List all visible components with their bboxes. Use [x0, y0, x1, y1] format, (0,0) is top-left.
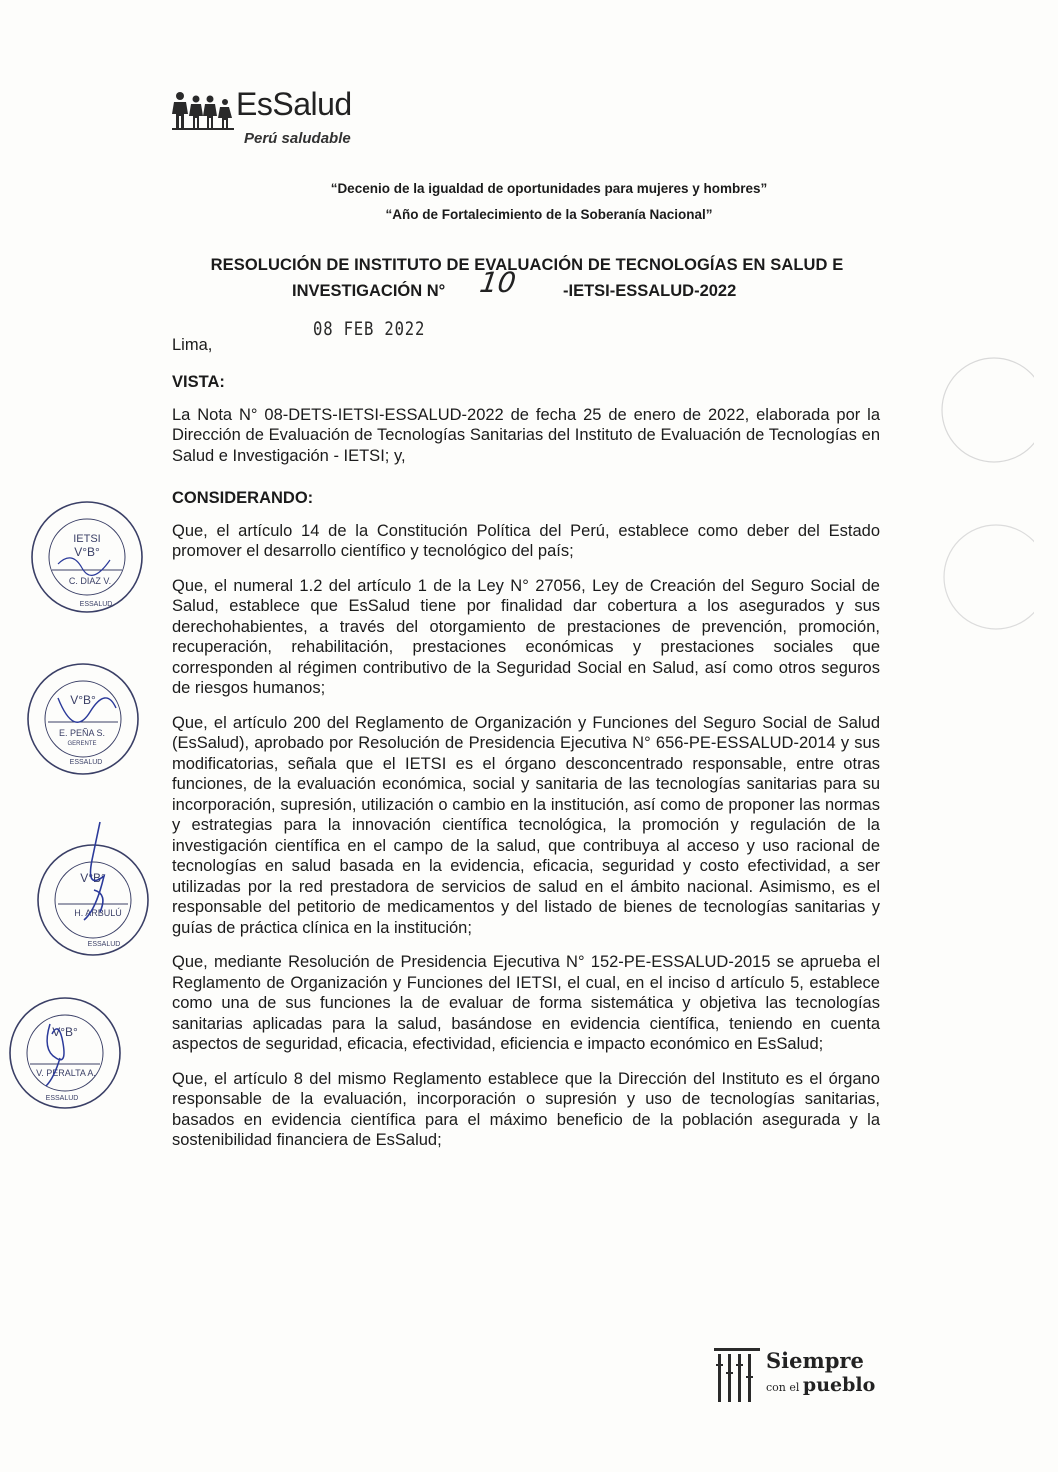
stamp-vb-text: V°B° — [52, 1025, 78, 1039]
faint-stamp-impression — [924, 350, 1034, 480]
vista-heading: VISTA: — [172, 373, 225, 391]
faint-stamp-impression — [924, 515, 1034, 645]
approval-stamp-2 — [24, 660, 142, 778]
essalud-logo — [172, 88, 412, 152]
stamp-bottom-text: ESSALUD — [79, 601, 113, 608]
date-stamp: 08 FEB 2022 — [313, 318, 426, 340]
document-body — [172, 372, 880, 1165]
slogan-line-1: Siempre — [766, 1348, 864, 1373]
slogan-line-2 — [766, 1374, 875, 1396]
considerando-paragraph: Que, el numeral 1.2 del artículo 1 de la Ley N° 27056, Ley de Creación del Seguro Social de Salud, establece que EsSalud tiene por finalidad dar cobertura a los asegurados y sus derechohabientes, a través del otorgamiento de prestaciones de prevención, promoción, recuperación, rehabilitación, prestaciones económicas y prestaciones sociales que corresponden al régimen contributivo de la Seguridad Social en Salud, así como otros seguros de riesgos humanos; — [172, 576, 880, 697]
family-figures-icon — [172, 90, 234, 130]
stamp-bottom-text: ESSALUD — [69, 759, 103, 766]
considerando-paragraph: Que, el artículo 14 de la Constitución Política del Perú, establece como deber del Estado promover el desarrollo científico y tecnológico del país; — [172, 521, 880, 560]
motto-1: “Decenio de la igualdad de oportunidades para mujeres y hombres” — [330, 181, 768, 196]
brand-tagline: Perú saludable — [244, 130, 351, 147]
brand-name: EsSalud — [236, 86, 352, 122]
footer-slogan — [712, 1342, 882, 1406]
stamp-bottom-text: ESSALUD — [87, 941, 121, 948]
motto-2: “Año de Fortalecimiento de la Soberanía Nacional” — [385, 207, 713, 222]
pillars-icon — [712, 1342, 762, 1406]
stamp-name-text: C. DIAZ V. — [68, 576, 112, 586]
stamp-role-text: GERENTE — [67, 741, 97, 747]
stamp-top-text: IETSI — [73, 533, 101, 545]
considerando-heading: CONSIDERANDO: — [172, 489, 314, 507]
stamp-vb-text: V°B° — [70, 693, 96, 707]
stamp-vb-text: V°B° — [74, 545, 100, 559]
approval-stamp-4 — [6, 994, 124, 1112]
considerando-paragraph: Que, mediante Resolución de Presidencia Ejecutiva N° 152-PE-ESSALUD-2015 se aprueba el Reglamento de Organización y Funciones del IETSI, el cual, en el inciso d artículo 5, establece como una de sus funciones la de evaluar de forma sistemática y objetiva las tecnologías sanitarias aplicadas para la salud, basándose en evidencia científica, teniendo en cuenta aspectos de seguridad, eficacia, efectividad, eficiencia e impacto económico en EsSalud; — [172, 953, 880, 1053]
considerando-paragraph: Que, el artículo 200 del Reglamento de Organización y Funciones del Seguro Social de Salud (EsSalud), aprobado por Resolución de Presidencia Ejecutiva N° 656-PE-ESSALUD-2014 y sus modificatorias, señala que el IETSI es el órgano desconcentrado responsable, entre otras funciones, de la evaluación económica, social y sanitaria de las tecnologías sanitarias para su incorporación, supresión, utilización o cambio en la institución, así como de proponer las normas y estrategias para la innovación científica tecnológica, la promoción y regulación de la investigación científica en el campo de la salud, que contribuya al acceso y uso racional de tecnologías en salud basada en la evidencia, eficacia, seguridad y costo efectividad, a ser utilizadas por la red prestadora de servicios de salud en el ámbito nacional. Asimismo, es el responsable del petitorio de medicamentos y del listado de bienes de tecnologías sanitarias y guías de práctica clínica en la institución; — [172, 713, 880, 937]
slogan-small-text: con el — [766, 1381, 800, 1394]
vista-text: La Nota N° 08-DETS-IETSI-ESSALUD-2022 de fecha 25 de enero de 2022, elaborada por la Dirección de Evaluación de Tecnologías Sanitarias del Instituto de Evaluación de Tecnologías en Salud e Investigación - IETSI; y, — [172, 405, 880, 465]
approval-stamp-3 — [34, 820, 152, 960]
mottos — [0, 176, 1058, 228]
resolution-code: -IETSI-ESSALUD-2022 — [563, 282, 737, 300]
approval-stamp-1 — [28, 498, 146, 616]
stamp-bottom-text: ESSALUD — [45, 1095, 79, 1102]
stamp-vb-text: V°B° — [80, 871, 106, 885]
resolution-number-label: INVESTIGACIÓN N° — [292, 282, 446, 300]
stamp-name-text: V. PERALTA A. — [36, 1068, 96, 1078]
stamp-name-text: E. PEÑA S. — [58, 728, 106, 738]
resolution-number-handwritten: 10 — [477, 266, 518, 299]
considerando-paragraph: Que, el artículo 8 del mismo Reglamento establece que la Dirección del Instituto es el órgano responsable de la evaluación, incorporación o supresión y uso de tecnologías sanitarias, basados en evidencia científica para el máximo beneficio de la población asegurada y la sostenibilidad financiera de EsSalud; — [172, 1069, 880, 1149]
place: Lima, — [172, 336, 213, 354]
stamp-name-text: H. ARBULÚ — [74, 908, 122, 918]
resolution-title: RESOLUCIÓN DE INSTITUTO DE EVALUACIÓN DE TECNOLOGÍAS EN SALUD E — [210, 256, 844, 274]
slogan-big-text: pueblo — [802, 1374, 876, 1396]
